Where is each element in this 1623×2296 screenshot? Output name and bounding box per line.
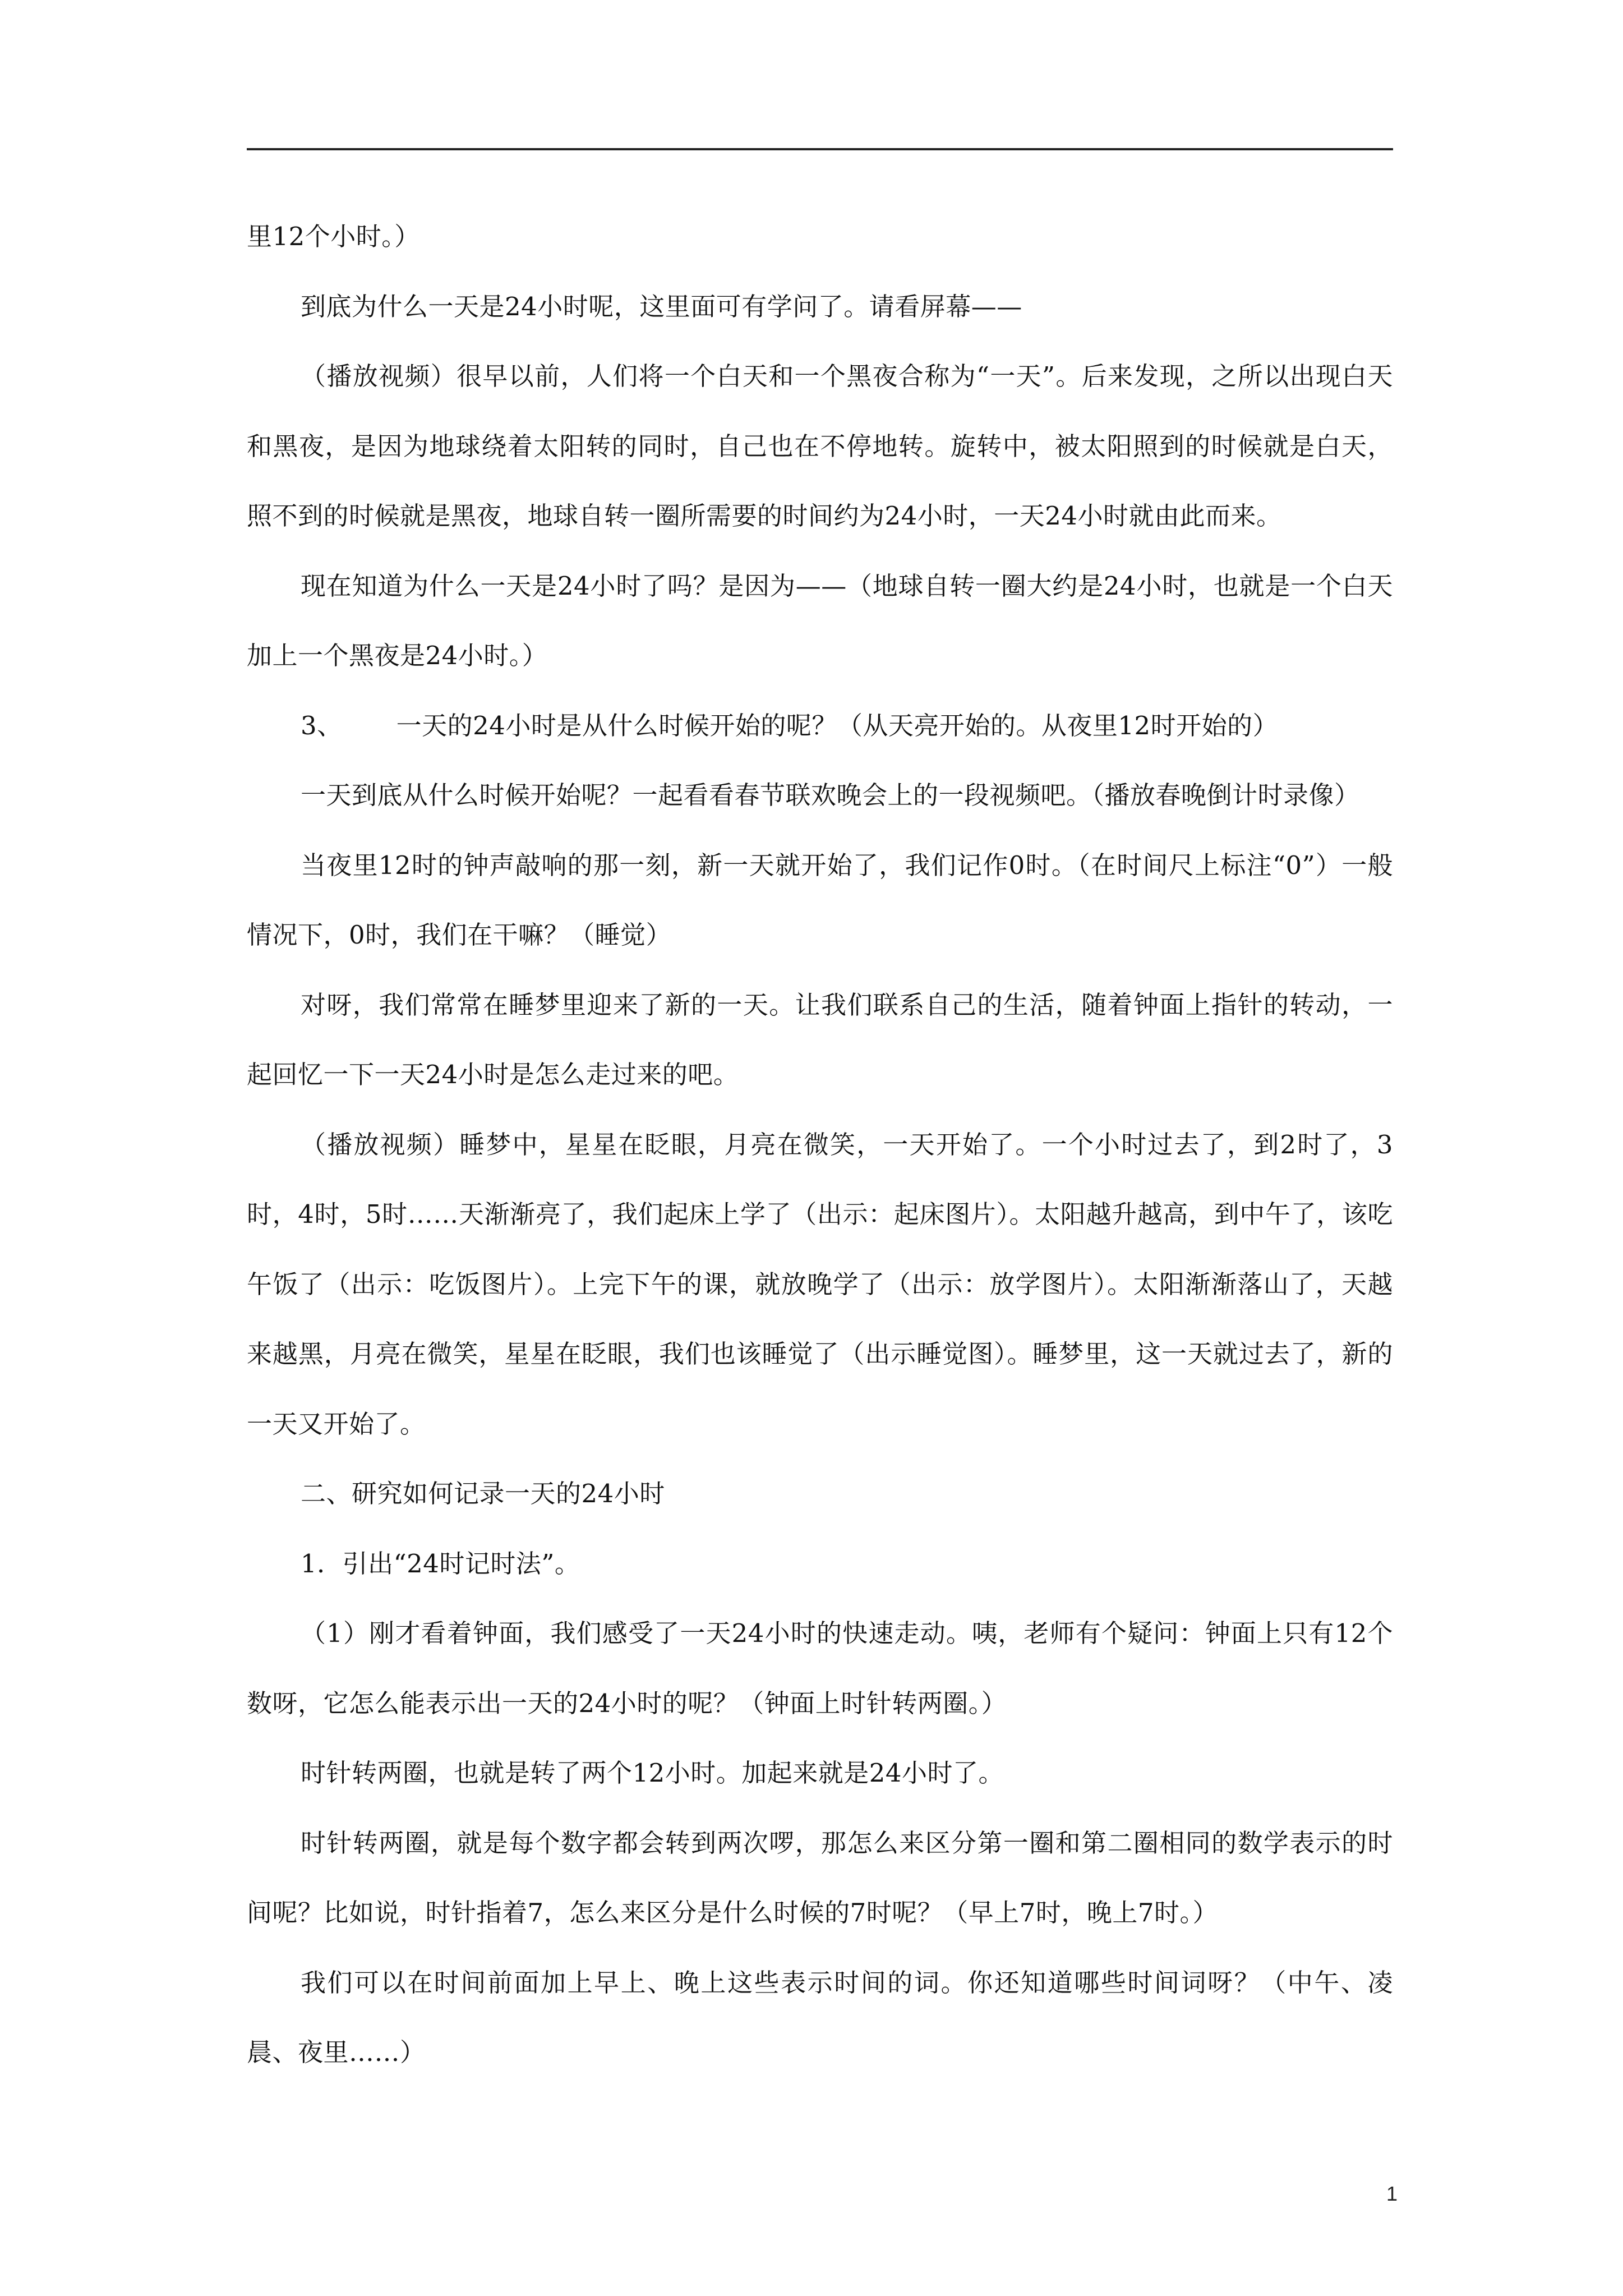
paragraph: 里12个小时。） — [247, 222, 420, 251]
paragraph: 现在知道为什么一天是24小时了吗？是因为——（地球自转一圈大约是24小时，也就是一个白天加上一个黑夜是24小时。） — [247, 570, 1393, 670]
body-text — [247, 202, 1393, 2088]
paragraph: 我们可以在时间前面加上早上、晚上这些表示时间的词。你还知道哪些时间词呀？（中午、凌晨、夜里……） — [247, 1967, 1393, 2067]
paragraph: 对呀，我们常常在睡梦里迎来了新的一天。让我们联系自己的生活，随着钟面上指针的转动，一起回忆一下一天24小时是怎么走过来的吧。 — [247, 990, 1393, 1089]
numbered-paragraph — [247, 691, 1393, 761]
paragraph: 一天到底从什么时候开始呢？一起看看春节联欢晚会上的一段视频吧。（播放春晚倒计时录像） — [301, 780, 1360, 810]
page-number: 1 — [1386, 2182, 1398, 2205]
paragraph-text: 一天的24小时是从什么时候开始的呢？（从天亮开始的。从夜里12时开始的） — [396, 710, 1279, 740]
paragraph: 时针转两圈，就是每个数字都会转到两次啰，那怎么来区分第一圈和第二圈相同的数学表示的时间呢？比如说，时针指着7，怎么来区分是什么时候的7时呢？（早上7时，晚上7时。） — [247, 1828, 1393, 1927]
paragraph: （播放视频）睡梦中，星星在眨眼，月亮在微笑，一天开始了。一个小时过去了，到2时了，3时，4时，5时……天渐渐亮了，我们起床上学了（出示：起床图片）。太阳越升越高，到中午了，该吃午饭了（出示：吃饭图片）。上完下午的课，就放晚学了（出示：放学图片）。太阳渐渐落山了，天越来越黑，月亮在微笑，星星在眨眼，我们也该睡觉了（出示睡觉图）。睡梦里，这一天就过去了，新的一天又开始了。 — [247, 1129, 1393, 1439]
paragraph: 时针转两圈，也就是转了两个12小时。加起来就是24小时了。 — [301, 1758, 1004, 1788]
list-number: 3、 — [301, 710, 343, 740]
paragraph: （播放视频）很早以前，人们将一个白天和一个黑夜合称为“一天”。后来发现，之所以出现白天和黑夜，是因为地球绕着太阳转的同时，自己也在不停地转。旋转中，被太阳照到的时候就是白天，照不到的时候就是黑夜，地球自转一圈所需要的时间约为24小时，一天24小时就由此而来。 — [247, 361, 1393, 531]
subsection-heading: 1．引出“24时记时法”。 — [301, 1548, 580, 1579]
header-rule — [247, 148, 1393, 150]
paragraph: （1）刚才看着钟面，我们感受了一天24小时的快速走动。咦，老师有个疑问：钟面上只有12个数呀，它怎么能表示出一天的24小时的呢？（钟面上时针转两圈。） — [247, 1618, 1393, 1718]
section-heading: 二、研究如何记录一天的24小时 — [301, 1479, 665, 1508]
paragraph: 到底为什么一天是24小时呢，这里面可有学问了。请看屏幕—— — [301, 291, 1022, 321]
paragraph: 当夜里12时的钟声敲响的那一刻，新一天就开始了，我们记作0时。（在时间尺上标注“0”）一般情况下，0时，我们在干嘛？（睡觉） — [247, 850, 1393, 950]
